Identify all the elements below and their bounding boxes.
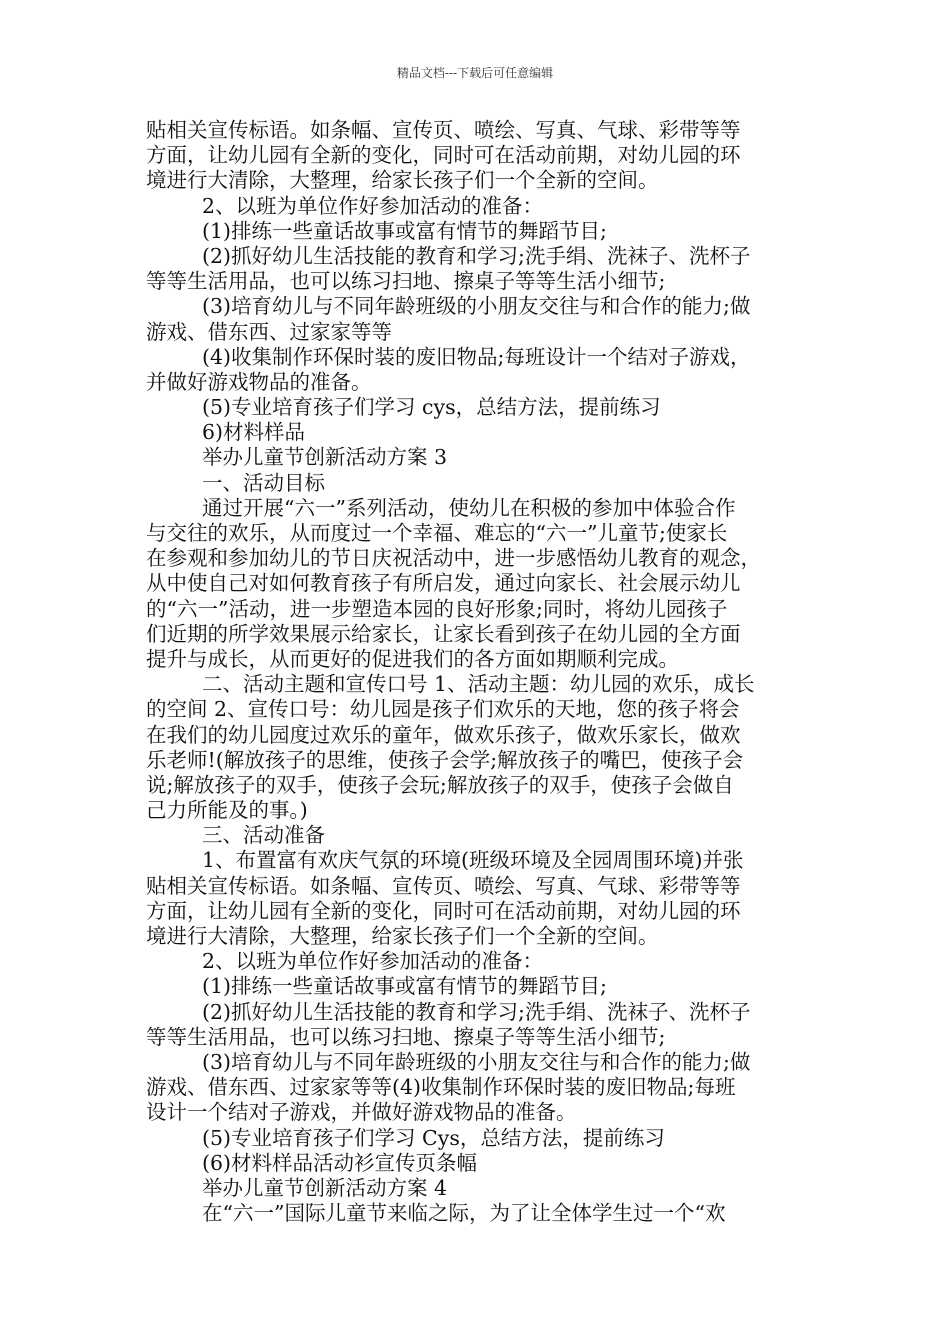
text-line: 己力所能及的事。) <box>146 798 308 823</box>
text-line: 通过开展“六一”系列活动，使幼儿在积极的参加中体验合作 <box>202 495 736 520</box>
text-line: 在参观和参加幼儿的节日庆祝活动中，进一步感悟幼儿教育的观念， <box>146 546 761 571</box>
text-line: 境进行大清除，大整理，给家长孩子们一个全新的空间。 <box>146 924 659 948</box>
text-line: (3)培育幼儿与不同年龄班级的小朋友交往与和合作的能力;做 <box>202 294 751 319</box>
text-line: 1、布置富有欢庆气氛的环境(班级环境及全园周围环境)并张 <box>202 848 744 873</box>
text-line: (5)专业培育孩子们学习 Cys，总结方法，提前练习 <box>202 1125 665 1150</box>
text-line: 方面，让幼儿园有全新的变化，同时可在活动前期，对幼儿园的环 <box>146 898 741 923</box>
text-line: 与交往的欢乐，从而度过一个幸福、难忘的“六一”儿童节;使家长 <box>146 521 728 545</box>
text-line: 等等生活用品，也可以练习扫地、擦桌子等等生活小细节; <box>146 1024 666 1049</box>
text-line: 境进行大清除，大整理，给家长孩子们一个全新的空间。 <box>146 168 659 193</box>
text-line: 们近期的所学效果展示给家长，让家长看到孩子在幼儿园的全方面 <box>146 621 741 646</box>
text-line: 乐老师!(解放孩子的思维，使孩子会学;解放孩子的嘴巴，使孩子会 <box>146 747 744 772</box>
text-line: 的“六一”活动，进一步塑造本园的良好形象;同时，将幼儿园孩子 <box>146 596 728 621</box>
text-line: 提升与成长，从而更好的促进我们的各方面如期顺利完成。 <box>146 646 679 671</box>
text-line: (5)专业培育孩子们学习 cys，总结方法，提前练习 <box>202 395 661 420</box>
document-body <box>146 118 818 1226</box>
text-line: 说;解放孩子的双手，使孩子会玩;解放孩子的双手，使孩子会做自 <box>146 772 734 797</box>
page-header: 精品文档---下载后可任意编辑 <box>396 66 554 80</box>
text-line: 的空间 2、宣传口号：幼儿园是孩子们欢乐的天地，您的孩子将会 <box>146 697 740 722</box>
text-line: 贴相关宣传标语。如条幅、宣传页、喷绘、写真、气球、彩带等等 <box>146 118 741 142</box>
text-line: 等等生活用品，也可以练习扫地、擦桌子等等生活小细节; <box>146 269 666 294</box>
text-line: (3)培育幼儿与不同年龄班级的小朋友交往与和合作的能力;做 <box>202 1049 751 1074</box>
text-line: 一、活动目标 <box>202 470 325 495</box>
text-line: 6)材料样品 <box>202 420 306 445</box>
text-line: (6)材料样品活动衫宣传页条幅 <box>202 1150 478 1175</box>
text-line: 游戏、借东西、过家家等等 <box>146 319 392 344</box>
text-line: 2、以班为单位作好参加活动的准备： <box>202 949 544 974</box>
text-line: (1)排练一些童话故事或富有情节的舞蹈节目; <box>202 974 607 999</box>
text-line: (2)抓好幼儿生活技能的教育和学习;洗手绢、洗袜子、洗杯子 <box>202 999 751 1024</box>
text-line: 举办儿童节创新活动方案 3 <box>202 445 448 470</box>
text-line: 贴相关宣传标语。如条幅、宣传页、喷绘、写真、气球、彩带等等 <box>146 873 741 898</box>
text-line: 从中使自己对如何教育孩子有所启发，通过向家长、社会展示幼儿 <box>146 571 741 596</box>
text-line: (4)收集制作环保时装的废旧物品;每班设计一个结对子游戏， <box>202 344 751 369</box>
text-line: 二、活动主题和宣传口号 1、活动主题：幼儿园的欢乐，成长 <box>202 672 755 697</box>
text-line: 三、活动准备 <box>202 823 325 848</box>
text-line: (1)排练一些童话故事或富有情节的舞蹈节目; <box>202 218 607 243</box>
text-line: 在“六一”国际儿童节来临之际，为了让全体学生过一个“欢 <box>202 1201 726 1226</box>
text-line: 方面，让幼儿园有全新的变化，同时可在活动前期，对幼儿园的环 <box>146 143 741 168</box>
text-line: 并做好游戏物品的准备。 <box>146 369 372 394</box>
text-line: 设计一个结对子游戏，并做好游戏物品的准备。 <box>146 1100 577 1125</box>
text-line: 举办儿童节创新活动方案 4 <box>202 1175 448 1200</box>
text-line: 游戏、借东西、过家家等等(4)收集制作环保时装的废旧物品;每班 <box>146 1075 736 1100</box>
text-line: 在我们的幼儿园度过欢乐的童年，做欢乐孩子，做欢乐家长，做欢 <box>146 722 741 747</box>
text-line: (2)抓好幼儿生活技能的教育和学习;洗手绢、洗袜子、洗杯子 <box>202 243 751 268</box>
text-line: 2、以班为单位作好参加活动的准备： <box>202 193 544 218</box>
